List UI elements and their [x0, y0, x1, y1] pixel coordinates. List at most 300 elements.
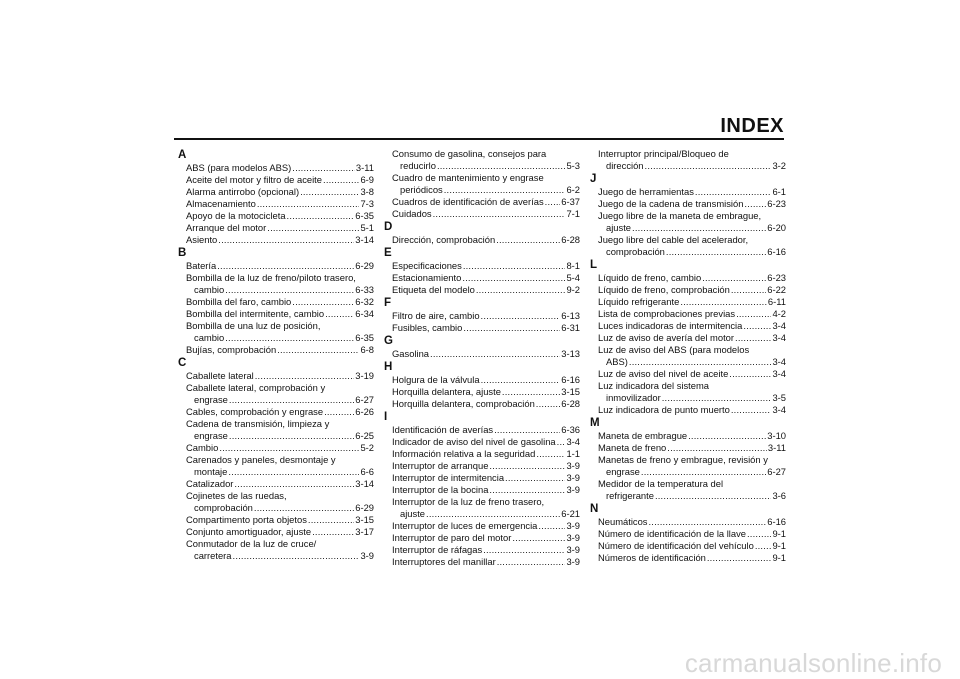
page-number: 3-4	[772, 320, 786, 331]
section-letter: C	[178, 357, 187, 369]
section-letter: J	[590, 173, 597, 185]
section-letter: F	[384, 297, 392, 309]
index-entry	[590, 368, 786, 380]
entry-text: Compartimento porta objetos	[186, 514, 307, 525]
index-entry	[590, 148, 786, 172]
page-number: 3-6	[772, 490, 786, 501]
index-entry	[590, 234, 786, 258]
page-number: 6-22	[767, 284, 786, 295]
dot-leader	[481, 374, 561, 386]
index-entry	[178, 296, 374, 308]
index-entry	[590, 272, 786, 284]
entry-text: Alarma antirrobo (opcional)	[186, 186, 300, 197]
index-entry	[384, 148, 580, 172]
dot-leader	[744, 198, 766, 210]
entry-text: cambio	[194, 284, 225, 295]
entry-text: Juego libre del cable del acelerador,	[598, 234, 749, 245]
dot-leader	[680, 296, 767, 308]
index-entry	[178, 418, 374, 442]
index-entry	[384, 272, 580, 284]
dot-leader	[254, 502, 354, 514]
entry-text: Gasolina	[392, 348, 430, 359]
index-entry	[384, 386, 580, 398]
dot-leader	[489, 460, 565, 472]
index-entry	[178, 478, 374, 490]
dot-leader	[287, 210, 355, 222]
section-letter: E	[384, 247, 392, 259]
entry-text: Luz de aviso del nivel de aceite	[598, 368, 729, 379]
dot-leader	[505, 472, 565, 484]
entry-text: Conjunto amortiguador, ajuste	[186, 526, 312, 537]
entry-text: Indicador de aviso del nivel de gasolina	[392, 436, 556, 447]
entry-text: Interruptores del manillar	[392, 556, 496, 567]
dot-leader	[225, 284, 354, 296]
page-number: 6-35	[355, 332, 374, 343]
entry-text: dirección	[606, 160, 644, 171]
dot-leader	[255, 370, 354, 382]
entry-text: periódicos	[400, 184, 443, 195]
index-entry	[384, 234, 580, 246]
page-number: 3-15	[561, 386, 580, 397]
dot-leader	[702, 272, 766, 284]
index-entry	[178, 198, 374, 210]
dot-leader	[229, 394, 354, 406]
index-entry	[384, 172, 580, 196]
entry-text: Luz de aviso de avería del motor	[598, 332, 735, 343]
dot-leader	[217, 260, 354, 272]
entry-text: inmovilizador	[606, 392, 661, 403]
page-number: 6-9	[360, 174, 374, 185]
page-number: 6-8	[360, 344, 374, 355]
dot-leader	[437, 160, 565, 172]
entry-text: Interruptor de arranque	[392, 460, 489, 471]
dot-leader	[277, 344, 359, 356]
entry-text: ABS)	[606, 356, 628, 367]
index-entry	[178, 186, 374, 198]
dot-leader	[536, 398, 560, 410]
index-entry	[178, 514, 374, 526]
page-number: 3-14	[355, 234, 374, 245]
page-number: 9-2	[566, 284, 580, 295]
index-entry	[178, 526, 374, 538]
entry-text: Apoyo de la motocicleta	[186, 210, 286, 221]
dot-leader	[489, 484, 565, 496]
page-number: 6-27	[767, 466, 786, 477]
section-letter: G	[384, 335, 393, 347]
index-entry	[384, 398, 580, 410]
index-entry	[384, 448, 580, 460]
page-number: 6-27	[355, 394, 374, 405]
page-number: 6-21	[561, 508, 580, 519]
entry-text: Luces indicadoras de intermitencia	[598, 320, 743, 331]
page-number: 3-9	[360, 550, 374, 561]
dot-leader	[219, 442, 359, 454]
index-entry	[384, 484, 580, 496]
dot-leader	[497, 556, 566, 568]
entry-text: Dirección, comprobación	[392, 234, 496, 245]
page-number: 6-20	[767, 222, 786, 233]
entry-text: Líquido de freno, cambio	[598, 272, 702, 283]
dot-leader	[267, 222, 359, 234]
dot-leader	[629, 356, 772, 368]
page-number: 3-9	[566, 460, 580, 471]
entry-text: Bombilla de la luz de freno/piloto trasero,	[186, 272, 356, 283]
entry-text: Identificación de averías	[392, 424, 494, 435]
index-entry	[384, 374, 580, 386]
index-entry	[178, 490, 374, 514]
dot-leader	[463, 260, 566, 272]
dot-leader	[323, 174, 359, 186]
index-entry	[590, 210, 786, 234]
index-entry	[178, 320, 374, 344]
entry-text: Maneta de freno	[598, 442, 667, 453]
dot-leader	[426, 508, 560, 520]
entry-text: Cuadros de identificación de averías	[392, 196, 544, 207]
entry-text: Cuidados	[392, 208, 432, 219]
entry-text: Interruptor de intermitencia	[392, 472, 505, 483]
page-number: 6-11	[767, 296, 786, 307]
entry-text: Número de identificación del vehículo	[598, 540, 754, 551]
dot-leader	[483, 544, 565, 556]
entry-text: Aceite del motor y filtro de aceite	[186, 174, 323, 185]
dot-leader	[433, 208, 566, 220]
index-entry	[178, 382, 374, 406]
dot-leader	[735, 332, 771, 344]
entry-text: comprobación	[194, 502, 253, 513]
page-number: 6-37	[561, 196, 580, 207]
section-letter: H	[384, 361, 393, 373]
page-number: 3-9	[566, 556, 580, 567]
index-entry	[590, 540, 786, 552]
index-entry	[178, 234, 374, 246]
index-entry	[384, 436, 580, 448]
page-number: 6-16	[767, 246, 786, 257]
page-number: 6-13	[561, 310, 580, 321]
dot-leader	[225, 332, 354, 344]
watermark: carmanualsonline.info	[684, 648, 942, 678]
entry-text: ajuste	[606, 222, 632, 233]
dot-leader	[325, 308, 354, 320]
dot-leader	[462, 272, 565, 284]
entry-text: Caballete lateral, comprobación y	[186, 382, 326, 393]
page-number: 3-17	[355, 526, 374, 537]
page-number: 6-31	[561, 322, 580, 333]
dot-leader	[481, 310, 561, 322]
index-entry	[384, 424, 580, 436]
entry-text: Lista de comprobaciones previas	[598, 308, 736, 319]
page-number: 7-3	[360, 198, 374, 209]
page-number: 3-19	[355, 370, 374, 381]
dot-leader	[257, 198, 360, 210]
entry-text: Asiento	[186, 234, 218, 245]
page-number: 6-36	[561, 424, 580, 435]
dot-leader	[736, 308, 771, 320]
page-number: 8-1	[566, 260, 580, 271]
index-entry	[178, 344, 374, 356]
index-entry	[590, 528, 786, 540]
entry-text: Fusibles, cambio	[392, 322, 463, 333]
dot-leader	[502, 386, 560, 398]
entry-text: engrase	[194, 394, 228, 405]
index-entry	[590, 344, 786, 368]
index-entry	[590, 380, 786, 404]
dot-leader	[755, 540, 772, 552]
index-entry	[384, 310, 580, 322]
dot-leader	[731, 404, 772, 416]
page-number: 3-4	[772, 368, 786, 379]
page-number: 6-35	[355, 210, 374, 221]
index-column-3	[590, 148, 786, 564]
page-number: 4-2	[772, 308, 786, 319]
section-letter: I	[384, 411, 388, 423]
entry-text: Interruptor de paro del motor	[392, 532, 512, 543]
entry-text: Catalizador	[186, 478, 234, 489]
entry-text: refrigerante	[606, 490, 654, 501]
index-entry	[384, 284, 580, 296]
index-entry	[384, 472, 580, 484]
header-rule	[174, 138, 784, 140]
dot-leader	[234, 478, 354, 490]
index-entry	[178, 454, 374, 478]
index-entry	[590, 320, 786, 332]
index-column-1	[178, 148, 374, 562]
dot-leader	[743, 320, 771, 332]
dot-leader	[430, 348, 560, 360]
index-entry	[384, 348, 580, 360]
index-entry	[590, 552, 786, 564]
page-number: 6-16	[561, 374, 580, 385]
index-entry	[178, 272, 374, 296]
dot-leader	[645, 160, 772, 172]
index-entry	[590, 478, 786, 502]
dot-leader	[695, 186, 772, 198]
dot-leader	[649, 516, 767, 528]
entry-text: Almacenamiento	[186, 198, 256, 209]
entry-text: Bombilla del intermitente, cambio	[186, 308, 325, 319]
index-entry	[590, 404, 786, 416]
entry-text: Juego de la cadena de transmisión	[598, 198, 744, 209]
entry-text: Batería	[186, 260, 217, 271]
dot-leader	[667, 442, 767, 454]
page-number: 6-29	[355, 260, 374, 271]
page-number: 6-29	[355, 502, 374, 513]
dot-leader	[229, 430, 354, 442]
index-entry	[590, 430, 786, 442]
entry-text: Cambio	[186, 442, 219, 453]
page-number: 3-8	[360, 186, 374, 197]
page-number: 9-1	[772, 552, 786, 563]
entry-text: Interruptor de la bocina	[392, 484, 489, 495]
entry-text: Interruptor principal/Bloqueo de	[598, 148, 729, 159]
entry-text: Luz indicadora de punto muerto	[598, 404, 730, 415]
index-entry	[178, 162, 374, 174]
page-number: 6-23	[767, 198, 786, 209]
page-number: 3-4	[566, 436, 580, 447]
section-letter: A	[178, 149, 187, 161]
section-letter: M	[590, 417, 600, 429]
page-number: 3-5	[772, 392, 786, 403]
entry-text: Información relativa a la seguridad	[392, 448, 536, 459]
index-entry	[178, 538, 374, 562]
dot-leader	[688, 430, 766, 442]
dot-leader	[641, 466, 766, 478]
page-number: 5-4	[566, 272, 580, 283]
index-entry	[384, 322, 580, 334]
dot-leader	[545, 196, 561, 208]
entry-text: Números de identificación	[598, 552, 706, 563]
dot-leader	[747, 528, 771, 540]
entry-text: Consumo de gasolina, consejos para	[392, 148, 547, 159]
entry-text: Bombilla de una luz de posición,	[186, 320, 321, 331]
entry-text: engrase	[606, 466, 640, 477]
dot-leader	[308, 514, 354, 526]
index-entry	[384, 260, 580, 272]
index-entry	[590, 516, 786, 528]
entry-text: ajuste	[400, 508, 426, 519]
page-number: 9-1	[772, 528, 786, 539]
entry-text: Bombilla del faro, cambio	[186, 296, 292, 307]
page-number: 6-25	[355, 430, 374, 441]
entry-text: Luz de aviso del ABS (para modelos	[598, 344, 750, 355]
entry-text: carretera	[194, 550, 232, 561]
dot-leader	[228, 466, 359, 478]
index-entry	[590, 284, 786, 296]
entry-text: Maneta de embrague	[598, 430, 688, 441]
dot-leader	[312, 526, 354, 538]
entry-text: Luz indicadora del sistema	[598, 380, 709, 391]
page-number: 5-2	[360, 442, 374, 453]
page-number: 3-9	[566, 472, 580, 483]
dot-leader	[632, 222, 766, 234]
dot-leader	[496, 234, 560, 246]
index-entry	[178, 174, 374, 186]
index-entry	[590, 454, 786, 478]
index-entry	[384, 208, 580, 220]
index-entry	[178, 210, 374, 222]
page-number: 6-2	[566, 184, 580, 195]
page-number: 3-4	[772, 332, 786, 343]
page-number: 6-32	[355, 296, 374, 307]
entry-text: Interruptor de ráfagas	[392, 544, 483, 555]
entry-text: Conmutador de la luz de cruce/	[186, 538, 317, 549]
page-number: 6-6	[360, 466, 374, 477]
dot-leader	[662, 392, 772, 404]
index-entry	[384, 544, 580, 556]
entry-text: Especificaciones	[392, 260, 462, 271]
page-number: 6-23	[767, 272, 786, 283]
page-number: 6-26	[355, 406, 374, 417]
entry-text: Líquido refrigerante	[598, 296, 680, 307]
dot-leader	[292, 162, 355, 174]
index-entry	[384, 520, 580, 532]
entry-text: montaje	[194, 466, 228, 477]
page-number: 3-13	[561, 348, 580, 359]
page-number: 6-16	[767, 516, 786, 527]
page-number: 3-11	[355, 162, 374, 173]
index-entry	[384, 496, 580, 520]
page-number: 3-9	[566, 484, 580, 495]
dot-leader	[218, 234, 354, 246]
page-number: 5-3	[566, 160, 580, 171]
entry-text: Cadena de transmisión, limpieza y	[186, 418, 330, 429]
entry-text: ABS (para modelos ABS)	[186, 162, 292, 173]
index-entry	[590, 308, 786, 320]
page-number: 3-2	[772, 160, 786, 171]
index-entry	[384, 532, 580, 544]
dot-leader	[557, 436, 566, 448]
entry-text: Juego de herramientas	[598, 186, 694, 197]
page-number: 3-15	[355, 514, 374, 525]
page-number: 3-14	[355, 478, 374, 489]
page-number: 7-1	[566, 208, 580, 219]
entry-text: Estacionamiento	[392, 272, 462, 283]
index-entry	[178, 222, 374, 234]
index-entry	[590, 442, 786, 454]
page-number: 3-9	[566, 544, 580, 555]
entry-text: Carenados y paneles, desmontaje y	[186, 454, 336, 465]
section-letter: L	[590, 259, 598, 271]
page-number: 6-33	[355, 284, 374, 295]
dot-leader	[292, 296, 354, 308]
dot-leader	[655, 490, 771, 502]
index-column-2	[384, 148, 580, 568]
index-entry	[384, 460, 580, 472]
dot-leader	[729, 368, 771, 380]
entry-text: Caballete lateral	[186, 370, 254, 381]
entry-text: Holgura de la válvula	[392, 374, 480, 385]
index-entry	[178, 260, 374, 272]
page-number: 3-9	[566, 520, 580, 531]
dot-leader	[707, 552, 772, 564]
entry-text: Bujías, comprobación	[186, 344, 277, 355]
entry-text: Horquilla delantera, ajuste	[392, 386, 501, 397]
index-entry	[178, 406, 374, 418]
dot-leader	[538, 520, 565, 532]
dot-leader	[666, 246, 766, 258]
entry-text: Interruptor de luces de emergencia	[392, 520, 538, 531]
entry-text: Interruptor de la luz de freno trasero,	[392, 496, 545, 507]
index-entry	[178, 442, 374, 454]
dot-leader	[731, 284, 766, 296]
entry-text: Manetas de freno y embrague, revisión y	[598, 454, 768, 465]
entry-text: Número de identificación de la llave	[598, 528, 746, 539]
entry-text: Cables, comprobación y engrase	[186, 406, 324, 417]
dot-leader	[536, 448, 565, 460]
page-title: INDEX	[720, 115, 784, 137]
page-number: 6-28	[561, 234, 580, 245]
section-letter: D	[384, 221, 393, 233]
index-entry	[178, 370, 374, 382]
entry-text: reducirlo	[400, 160, 436, 171]
index-entry	[590, 332, 786, 344]
page-number: 3-10	[767, 430, 786, 441]
page-number: 3-4	[772, 404, 786, 415]
entry-text: Filtro de aire, cambio	[392, 310, 480, 321]
page-number: 1-1	[566, 448, 580, 459]
dot-leader	[476, 284, 566, 296]
entry-text: Neumáticos	[598, 516, 648, 527]
entry-text: Cuadro de mantenimiento y engrase	[392, 172, 544, 183]
page-number: 5-1	[360, 222, 374, 233]
index-entry	[178, 308, 374, 320]
section-letter: N	[590, 503, 599, 515]
dot-leader	[300, 186, 359, 198]
entry-text: cambio	[194, 332, 225, 343]
index-entry	[590, 198, 786, 210]
dot-leader	[512, 532, 565, 544]
entry-text: Líquido de freno, comprobación	[598, 284, 730, 295]
index-entry	[384, 196, 580, 208]
